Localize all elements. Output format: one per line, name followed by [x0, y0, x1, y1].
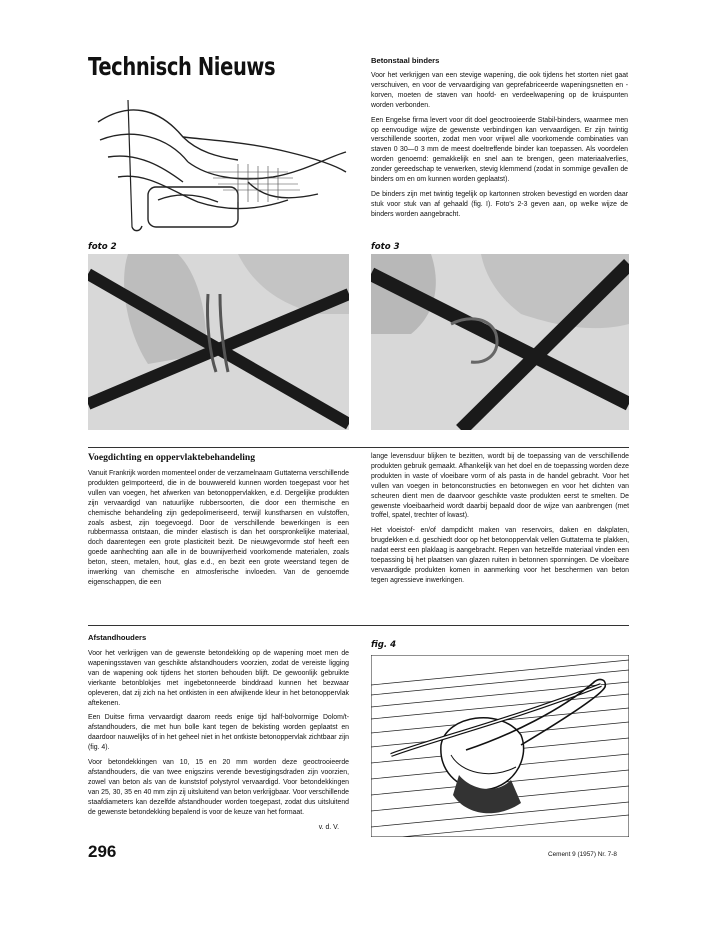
journal-reference: Cement 9 (1957) Nr. 7-8 [548, 851, 617, 858]
binder-hand-illustration [88, 82, 350, 240]
paragraph: Voor betondekkingen van 10, 15 en 20 mm worden deze geoctrooieerde afstandhouders, die van twee enigszins verende bevestigingsdraden zijn voorzien, zowel van beton als van de kunststof polystyrol vervaardigd. Voor betondekkingen van 25, 30, 35 en 40 mm zijn zij uitsluitend van beton verkrijgbaar. Voor verschillende staafdiameters kan dezelfde afstandhouder worden toegepast, zodat dus uitsluitend de gewenste betondekking bepalend is voor de keuze van het formaat. [88, 759, 349, 816]
photo-3 [371, 254, 629, 430]
paragraph: Voor het verkrijgen van de gewenste betondekking op de wapening moet men de wapeningsstaven van geschikte afstandhouders voorzien, zodat de vereiste ligging van de wapening ook tijdens het storten behouden blijft. De gewoonlijk gebruikte vierkante betonblokjes met ingebetonneerde binddraad kunnen het bezwaar opleveren, dat zij zich na het ontkisten in een afwijkende kleur in het betonoppervlak aftekenen. [88, 650, 349, 707]
caption-foto-2: foto 2 [88, 242, 117, 252]
paragraph: Het vloeistof- en/of dampdicht maken van reservoirs, daken en dakplaten, brugdekken e.d. geschiedt door op het betonoppervlak vellen Guttaterna te plakken, nadat eerst een plaklaag is aangebracht. Repen van hetzelfde materiaal vinden een toepassing bij het plaatsen van glazen ruiten in betonnen sponningen. De vloeibare vervaardigde produkten komen in aanmerking voor het beschermen van beton tegen agressieve inwerkingen. [371, 527, 629, 584]
paragraph: Een Duitse firma vervaardigt daarom reeds enige tijd half-bolvormige Dolom/t-afstandhouders, die met hun bolle kant tegen de bekisting worden geplaatst en daardoor nauwelijks of in het geheel niet in het ontkiste betonoppervlak zichtbaar zijn (fig. 4). [88, 714, 349, 752]
figure-4-spacer-drawing [371, 655, 629, 837]
section-heading-betonstaal: Betonstaal binders [371, 56, 440, 65]
paragraph: De binders zijn met twintig tegelijk op kartonnen stroken bevestigd en worden daar stuk voor stuk van af gehaald (fig. I). Foto's 2-3 geven aan, op welke wijze de binders worden aangebracht. [371, 190, 628, 218]
section-heading-afstandhouders: Afstandhouders [88, 633, 147, 642]
page-title: Technisch Nieuws [88, 52, 276, 81]
section-divider [88, 625, 629, 626]
paragraph: Vanuit Frankrijk worden momenteel onder de verzamelnaam Guttaterna verschillende produkten geïmporteerd, die in de bouwwereld kunnen worden toegepast voor het vullen van voegen, het afwerken van betonoppervlakken, e.d. Dergelijke produkten zijn vervaardigd van natuurlijke rubbersoorten, die door een thermische en chemische behandeling zijn gedepolimeriseerd, terwijl kunstharsen en vulstoffen, zoals asbest, zijn toegevoegd. Door de verschillende bewerkingen is een rubbermassa ontstaan, die minder elastisch is dan het oorspronkelijke materiaal, doch daarentegen een grote plasticiteit bezit. De nieuwgevormde stof heeft een goede aanhechting aan alle in de bouwnijverheid voorkomende materialen, zoals beton, steen, metalen, hout, glas e.d., en bezit een grote weerstand tegen de inwerking van chemische en atmosferische invloeden. Van de genoemde eigenschappen, die een [88, 470, 349, 586]
caption-fig-4: fig. 4 [371, 640, 397, 650]
paragraph: Voor het verkrijgen van een stevige wapening, die ook tijdens het storten niet gaat verschuiven, en voor de vervaardiging van geprefabriceerde wapeningsnetten en -korven, moeten de staven van hoofd- en verdeelwapening op de kruispunten worden verbonden. [371, 72, 628, 109]
paragraph: lange levensduur blijken te bezitten, wordt bij de toepassing van de verschillende produkten gebruik gemaakt. Afhankelijk van het doel en de toepassing worden deze produkten in vaste of vloeibare vorm of als pasta in de handel gebracht. Voor het vullen van voegen in betonconstructies en betonwegen en voor het dichten van scheuren dient men de daarvoor geschikte vaste produkten eerst te smelten. De gewenste vloeibaarheid wordt daarbij bepaald door de wijze van aanbrengen (met troffel, spatel, trechter of kwast). [371, 453, 629, 520]
paragraph: Een Engelse firma levert voor dit doel geoctrooieerde Stabil-binders, waarmee men op eenvoudige wijze de gewenste verbindingen kan vervaardigen. Er zijn twintig verschillende soorten, zodat men voor vrijwel alle voorkomende combinaties van staven 0 30—0 3 mm de meest doeltreffende binder kan toepassen. Als voordelen worden genoemd: gemakkelijk en snel aan te brengen, geen materiaalverlies, zonder gereedschap te verwerken, stevig klemmend (zodat in sommige gevallen de binders om en om kunnen worden geplaatst). [371, 116, 628, 184]
photo-2 [88, 254, 349, 430]
section-heading-voegdichting: Voegdichting en oppervlaktebehandeling [88, 452, 256, 463]
page-number: 296 [88, 842, 117, 861]
caption-foto-3: foto 3 [371, 242, 400, 252]
section-divider [88, 447, 629, 448]
author-signature: v. d. V. [318, 823, 339, 831]
